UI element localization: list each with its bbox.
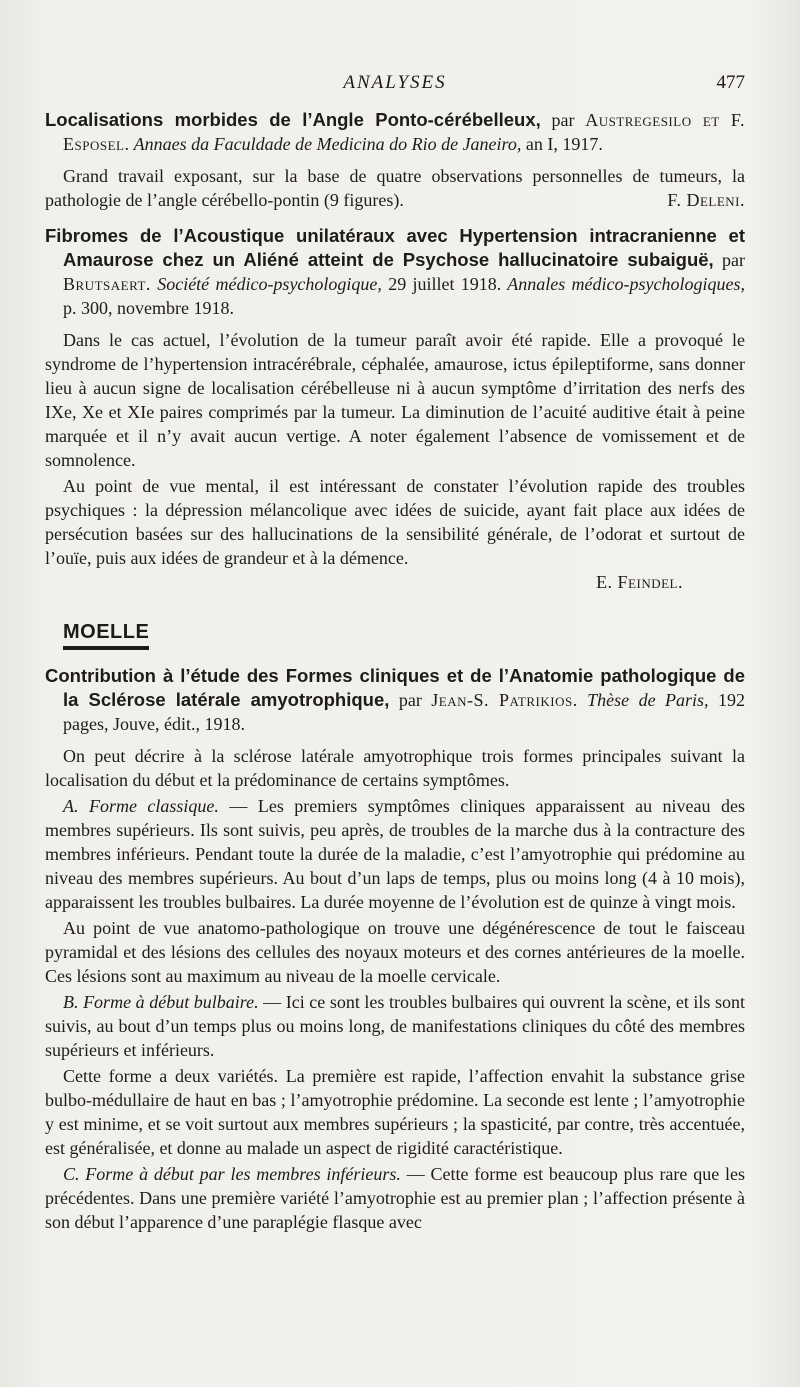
entry-2-title: Fibromes de l’Acoustique unilatéraux avec Hypertension intracranienne et Amaurose chez un Aliéné atteint de Psychose hallucinatoire subaiguë, — [45, 225, 745, 270]
entry-2-signature: E. Feindel. — [596, 572, 683, 592]
entry-3-paragraph-3: Au point de vue anatomo-pathologique on trouve une dégénérescence de tout le faisceau pyramidal et des lésions des cellules des noyaux moteurs et des cornes antérieures de la moelle. Ces lésions sont au maximum au niveau de la moelle cervicale. — [45, 918, 745, 986]
entry-2-citation: Fibromes de l’Acoustique unilatéraux avec Hypertension intracranienne et Amaurose chez un Aliéné atteint de Psychose hallucinatoire subaiguë, par Brutsaert. Société médico-psychologique, 29 juillet 1918. Annales médico-psychologiques, p. 300, novembre 1918. — [45, 225, 745, 318]
entry-2-society: Société médico-psychologique, — [150, 274, 382, 294]
entry-1-abstract: Grand travail exposant, sur la base de quatre observations personnelles de tumeurs, la pathologie de l’angle cérébello-pontin (9 figures). F. Deleni. — [45, 166, 745, 210]
abstract-entry-3 — [45, 664, 745, 1234]
entry-3-form-a-label: A. Forme classique. — [63, 796, 219, 816]
entry-3-form-b-label: B. Forme à début bulbaire. — [63, 992, 259, 1012]
entry-1-title: Localisations morbides de l’Angle Ponto-cérébelleux, — [45, 109, 541, 130]
entry-1-signature: F. Deleni. — [667, 190, 745, 210]
abstract-entry-1 — [45, 108, 745, 212]
entry-1-citation: Localisations morbides de l’Angle Ponto-cérébelleux, par Austregesilo et F. Esposel. Annaes da Faculdade de Medicina do Rio de Janeiro, an I, 1917. — [45, 109, 745, 154]
entry-2-paragraph-1: Dans le cas actuel, l’évolution de la tumeur paraît avoir été rapide. Elle a provoqué le syndrome de l’hypertension intracérébrale, céphalée, amaurose, ictus épileptiforme, sans donner lieu à aucun signe de localisation cérébelleuse ni à aucun symptôme d’irritation des nerfs des IXe, Xe et XIe paires comprimés par la tumeur. La diminution de l’acuité auditive était à peine marquée et il n’y avait aucun vertige. A noter également l’absence de vomissement et de somnolence. — [45, 330, 745, 470]
entry-3-paragraph-2: A. Forme classique. — Les premiers symptômes cliniques apparaissent au niveau des membres supérieurs. Ils sont suivis, peu après, de troubles de la marche dus à la contracture des membres inférieurs. Pendant toute la durée de la maladie, c’est l’amyotrophie qui prédomine au niveau des membres supérieurs. Au bout d’un laps de temps, plus ou moins long (4 à 10 mois), apparaissent les troubles bulbaires. La durée moyenne de l’évolution est de quinze à vingt mois. — [45, 796, 745, 912]
entry-2-author: Brutsaert. — [63, 274, 151, 294]
entry-3-citation: Contribution à l’étude des Formes cliniques et de l’Anatomie pathologique de la Sclérose latérale amyotrophique, par Jean-S. Patrikios. Thèse de Paris, 192 pages, Jouve, édit., 1918. — [45, 665, 745, 734]
page-number: 477 — [716, 72, 745, 93]
entry-3-publication: 192 pages, Jouve, édit., 1918. — [63, 690, 745, 734]
running-head: ANALYSES — [343, 72, 447, 93]
entry-3-form-c-label: C. Forme à début par les membres inférieurs. — [63, 1164, 401, 1184]
entry-3-paragraph-1: On peut décrire à la sclérose latérale amyotrophique trois formes principales suivant la localisation du début et la prédominance de certains symptômes. — [45, 746, 745, 790]
page-header — [45, 72, 745, 100]
entry-3-author: Jean-S. Patrikios. — [431, 690, 578, 710]
entry-3-title: Contribution à l’étude des Formes cliniques et de l’Anatomie pathologique de la Sclérose latérale amyotrophique, — [45, 665, 745, 710]
abstract-entry-2 — [45, 224, 745, 594]
entry-3-paragraph-5: Cette forme a deux variétés. La première est rapide, l’affection envahit la substance grise bulbo-médullaire de haut en bas ; l’amyotrophie prédomine. La seconde est lente ; l’amyotrophie y est minime, et se voit surtout aux membres supérieurs ; la spasticité, par contre, très accentuée, est généralisée, et donne au malade un aspect de rigidité caractéristique. — [45, 1066, 745, 1158]
entry-3-thesis: Thèse de Paris, — [577, 690, 709, 710]
entry-3-paragraph-6: C. Forme à début par les membres inférieurs. — Cette forme est beaucoup plus rare que les précédentes. Dans une première variété l’amyotrophie est au premier plan ; l’affection présente à son début l’apparence d’une paraplégie flasque avec — [45, 1164, 745, 1232]
entry-1-journal: Annaes da Faculdade de Medicina do Rio de Janeiro, — [129, 134, 522, 154]
entry-1-volume: an I, 1917. — [521, 134, 603, 154]
section-heading: MOELLE — [63, 620, 149, 650]
entry-3-paragraph-4: B. Forme à début bulbaire. — Ici ce sont les troubles bulbaires qui ouvrent la scène, et ils sont suivis, au bout d’un temps plus ou moins long, de manifestations cliniques du côté des membres supérieurs et inférieurs. — [45, 992, 745, 1060]
entry-2-date: 29 juillet 1918. — [381, 274, 502, 294]
entry-2-paragraph-2: Au point de vue mental, il est intéressant de constater l’évolution rapide des troubles psychiques : la dépression mélancolique avec idées de suicide, ayant fait place aux idées de persécution basées sur des hallucinations de la sensibilité générale, de l’odorat et surtout de l’ouïe, puis aux idées de grandeur et à la démence. — [45, 476, 745, 568]
entry-2-pages: p. 300, novembre 1918. — [63, 298, 234, 318]
entry-2-journal: Annales médico-psychologiques, — [501, 274, 745, 294]
entry-1-authors: Austregesilo et F. Esposel. — [63, 110, 745, 154]
article-body — [45, 108, 745, 1234]
